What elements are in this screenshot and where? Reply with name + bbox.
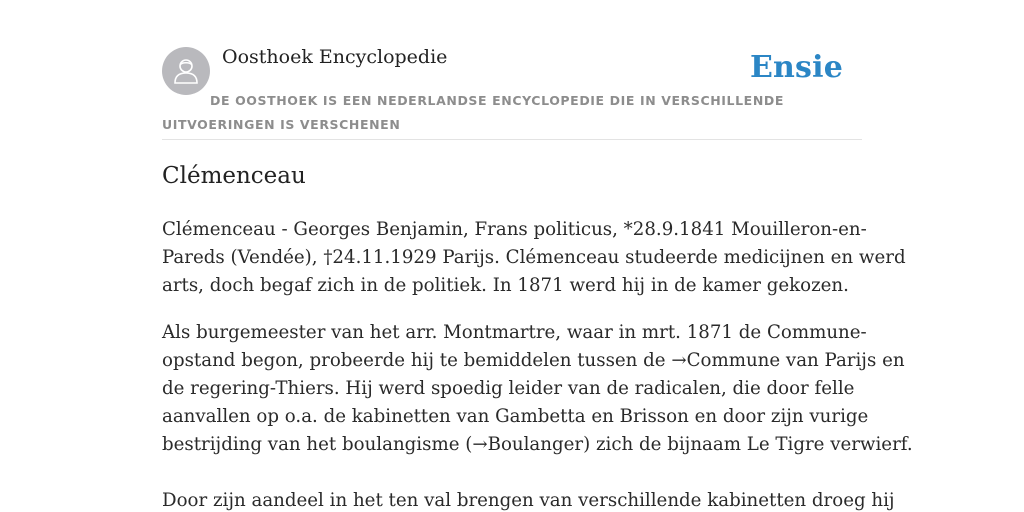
- article-title: Clémenceau: [162, 163, 306, 189]
- paragraph-line: Pareds (Vendée), †24.11.1929 Parijs. Clémenceau studeerde medicijnen en werd: [162, 247, 906, 268]
- brand-logo[interactable]: Ensie: [749, 50, 843, 85]
- paragraph-line: Door zijn aandeel in het ten val brengen van verschillende kabinetten droeg hij: [162, 490, 895, 511]
- paragraph-line: opstand begon, probeerde hij te bemiddelen tussen de →Commune van Parijs en: [162, 350, 905, 371]
- user-avatar-icon: [171, 56, 201, 86]
- paragraph-line: bestrijding van het boulangisme (→Boulanger) zich de bijnaam Le Tigre verwierf.: [162, 434, 913, 455]
- site-header: [162, 0, 862, 140]
- paragraph-line: Clémenceau - Georges Benjamin, Frans politicus, *28.9.1841 Mouilleron-en-: [162, 219, 867, 240]
- paragraph-line: arts, doch begaf zich in de politiek. In 1871 werd hij in de kamer gekozen.: [162, 275, 849, 296]
- paragraph-line: de regering-Thiers. Hij werd spoedig leider van de radicalen, die door felle: [162, 378, 855, 399]
- paragraph-gap: [162, 459, 862, 487]
- paragraph-gap: [162, 300, 862, 319]
- site-name[interactable]: Oosthoek Encyclopedie: [222, 46, 448, 68]
- content-container: [162, 0, 913, 511]
- paragraph-line: Als burgemeester van het arr. Montmartre, waar in mrt. 1871 de Commune-: [162, 322, 867, 343]
- avatar[interactable]: [162, 47, 210, 95]
- paragraph-line: aanvallen op o.a. de kabinetten van Gambetta en Brisson en door zijn vurige: [162, 406, 869, 427]
- site-tagline: DE OOSTHOEK IS EEN NEDERLANDSE ENCYCLOPEDIE DIE IN VERSCHILLENDE UITVOERINGEN IS VERSCHENEN: [162, 93, 784, 132]
- article-body: [162, 216, 913, 512]
